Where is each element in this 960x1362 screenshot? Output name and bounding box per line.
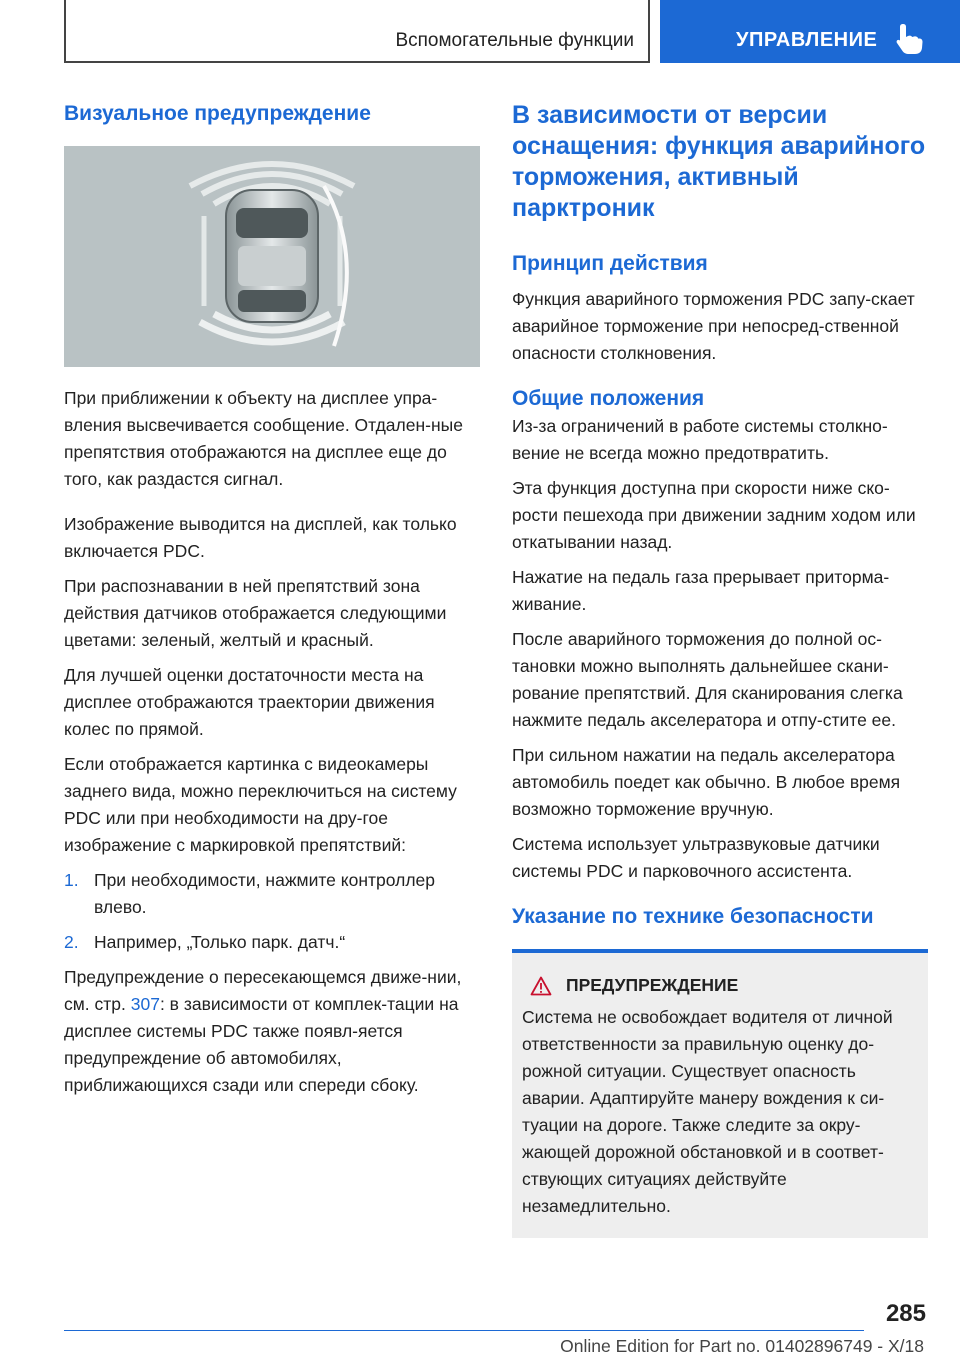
parking-sensor-car-display xyxy=(64,146,480,367)
list-number: 2. xyxy=(64,932,79,952)
warning-triangle-icon xyxy=(530,976,552,996)
paragraph: Система использует ультразвуковые датчики системы PDC и парковочного ассистента. xyxy=(512,834,880,881)
section-heading-visual-warning: Визуальное предупреждение xyxy=(64,102,371,125)
header-section-box xyxy=(64,0,650,63)
subheading-principle: Принцип действия xyxy=(512,252,708,275)
header-section-title: Вспомогательные функции xyxy=(395,30,634,51)
paragraph-with-link xyxy=(64,964,480,1099)
subheading-safety: Указание по технике безопасности xyxy=(512,905,874,928)
subheading-general: Общие положения xyxy=(512,387,705,410)
paragraph-text: : в зависимости от комплек-тации на дисплее системы PDC также появл-яется предупреждение об автомобилях, приближающихся сзади или спереди сбоку. xyxy=(64,994,459,1095)
paragraph: При распознавании в ней препятствий зона действия датчиков отображается следующими цветами: зеленый, желтый и красный. xyxy=(64,576,447,650)
list-number: 1. xyxy=(64,870,79,890)
page-reference-link[interactable]: 307 xyxy=(130,994,160,1014)
list-text: При необходимости, нажмите контроллер влево. xyxy=(94,870,435,917)
page-number: 285 xyxy=(885,1300,926,1327)
paragraph: Функция аварийного торможения PDC запу-скает аварийное торможение при непосред-ственной опасности столкновения. xyxy=(512,289,915,363)
paragraph: После аварийного торможения до полной ос-тановки можно выполнять дальнейшее скани-рование препятствий. Для сканирования слегка нажмите педаль акселератора и отпу-стите ее. xyxy=(512,629,903,730)
header-chapter-title: УПРАВЛЕНИЕ xyxy=(736,29,878,51)
warning-title: ПРЕДУПРЕЖДЕНИЕ xyxy=(566,975,739,995)
paragraph: Для лучшей оценки достаточности места на дисплее отображаются траектории движения колес по прямой. xyxy=(64,665,435,739)
section-heading-emergency-braking: В зависимости от версии оснащения: функция аварийного торможения, активный парктроник xyxy=(512,101,926,222)
header-chapter-tab[interactable] xyxy=(660,0,960,63)
paragraph: При сильном нажатии на педаль акселератора автомобиль поедет как обычно. В любое время возможно торможение вручную. xyxy=(512,745,901,819)
hand-pointer-icon xyxy=(894,22,924,56)
warning-box xyxy=(512,949,928,1238)
warning-text: Система не освобождает водителя от личной ответственности за правильную оценку до-рожной ситуации. Существует опасность аварии. Адаптируйте манеру вождения к си-туации на дороге. Также следите за окру-жающей дорожной обстановкой и в соответ-ствующих ситуациях действуйте незамедлительно. xyxy=(522,1007,893,1216)
list-item xyxy=(64,867,480,921)
footer-edition: Online Edition for Part no. 01402896749 - X/18 xyxy=(560,1336,924,1356)
right-column xyxy=(512,100,928,1238)
paragraph: Эта функция доступна при скорости ниже ско-рости пешехода при движении задним ходом или откатывании назад. xyxy=(512,478,916,552)
paragraph: Нажатие на педаль газа прерывает приторма-живание. xyxy=(512,567,890,614)
list-item xyxy=(64,929,480,956)
footer-divider xyxy=(64,1330,864,1331)
warning-title-row xyxy=(530,975,918,996)
paragraph-text: Предупреждение о пересекающемся движе-нии, см. стр. xyxy=(64,967,462,1014)
paragraph: Из-за ограничений в работе системы столкно-вение не всегда можно предотвратить. xyxy=(512,416,888,463)
pdc-display-figure xyxy=(64,146,480,367)
paragraph: Изображение выводится на дисплей, как только включается PDC. xyxy=(64,514,457,561)
paragraph: При приближении к объекту на дисплее упра-вления высвечивается сообщение. Отдален-ные препятствия отображаются на дисплее еще до того, как раздастся сигнал. xyxy=(64,388,463,489)
paragraph: Если отображается картинка с видеокамеры заднего вида, можно переключиться на систему PDC или при необходимости на дру-гое изображение с маркировкой препятствий: xyxy=(64,754,457,855)
list-text: Например, „Только парк. датч.“ xyxy=(94,932,346,952)
left-column xyxy=(64,100,480,1099)
